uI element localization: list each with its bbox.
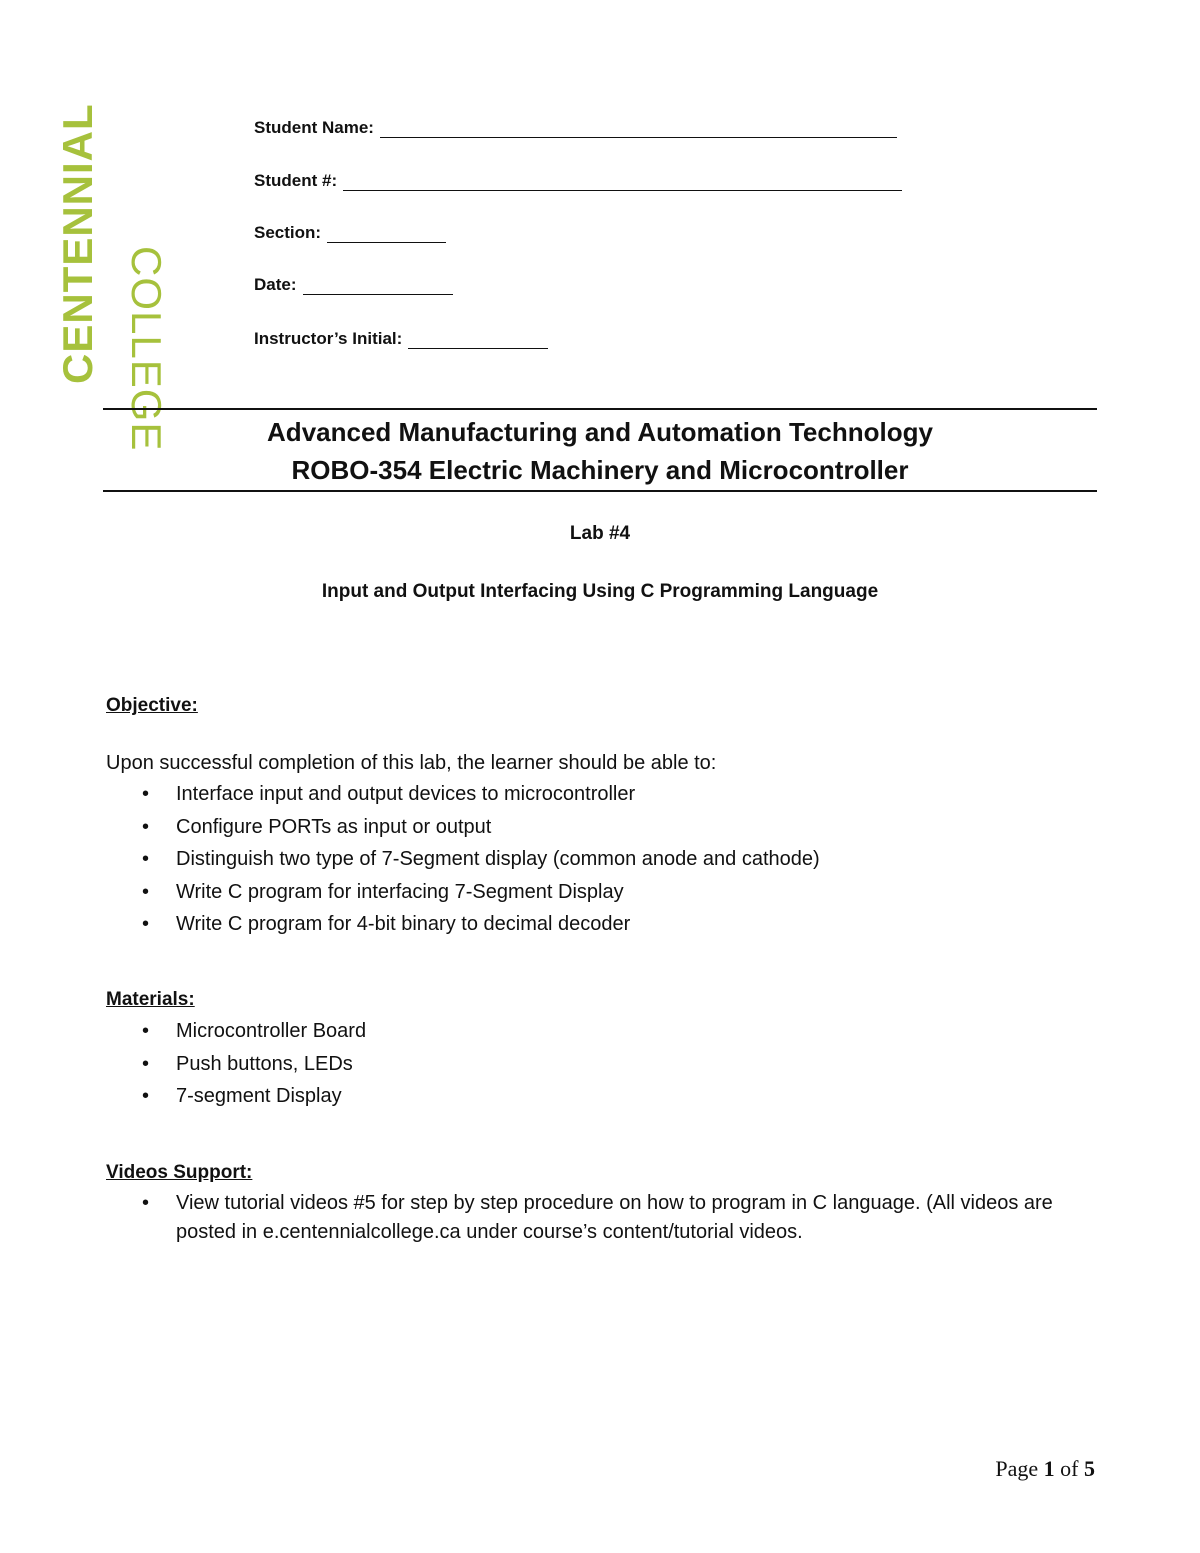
student-name-field [254, 116, 897, 138]
bullet-icon: • [142, 1020, 150, 1042]
date-field [254, 273, 453, 295]
bullet-icon: • [142, 783, 150, 805]
list-item: • Interface input and output devices to microcontroller [106, 778, 820, 811]
bullet-icon: • [142, 1192, 150, 1214]
student-name-blank[interactable] [380, 120, 897, 138]
objective-intro: Upon successful completion of this lab, the learner should be able to: [106, 752, 717, 774]
logo-line-college: COLLEGE [123, 246, 170, 452]
program-title: Advanced Manufacturing and Automation Technology [267, 417, 933, 447]
list-item: • Distinguish two type of 7-Segment display (common anode and cathode) [106, 843, 820, 876]
bullet-icon: • [142, 913, 150, 935]
top-rule [103, 408, 1097, 410]
student-number-label: Student #: [254, 171, 338, 190]
list-item [106, 1189, 1096, 1247]
bottom-rule [103, 490, 1097, 492]
student-number-blank[interactable] [343, 173, 902, 191]
list-item: • 7-segment Display [106, 1080, 366, 1113]
instructor-initial-label: Instructor’s Initial: [254, 329, 403, 348]
list-item: • Write C program for interfacing 7-Segment Display [106, 876, 820, 909]
list-item: • Write C program for 4-bit binary to decimal decoder [106, 908, 820, 941]
centennial-college-logo [54, 38, 170, 452]
videos-text: View tutorial videos #5 for step by step procedure on how to program in C language. (All videos are posted in e.centennialcollege.ca under course’s content/tutorial videos. [176, 1192, 1053, 1243]
list-item: • Push buttons, LEDs [106, 1048, 366, 1081]
lab-number: Lab #4 [569, 523, 631, 544]
total-pages: 5 [1084, 1456, 1095, 1481]
bullet-icon: • [142, 1052, 150, 1075]
bullet-icon: • [142, 848, 150, 870]
instructor-initial-field [254, 327, 548, 349]
videos-heading: Videos Support: [106, 1162, 253, 1183]
list-item: • Configure PORTs as input or output [106, 811, 820, 844]
instructor-initial-blank[interactable] [408, 331, 548, 349]
date-blank[interactable] [303, 277, 453, 295]
logo-line-centennial: CENTENNIAL [54, 103, 101, 384]
objective-heading: Objective: [106, 695, 198, 716]
bullet-icon: • [142, 815, 150, 838]
section-field [254, 221, 446, 243]
student-number-field [254, 169, 902, 191]
materials-heading: Materials: [106, 989, 195, 1010]
section-label: Section: [254, 223, 322, 242]
section-blank[interactable] [327, 225, 446, 243]
bullet-icon: • [142, 880, 150, 903]
student-name-label: Student Name: [254, 118, 374, 137]
materials-list [106, 1015, 366, 1113]
date-label: Date: [254, 275, 297, 294]
lab-title: Input and Output Interfacing Using C Programming Language [321, 581, 879, 602]
bullet-icon: • [142, 1085, 150, 1107]
list-item: • Microcontroller Board [106, 1015, 366, 1048]
current-page: 1 [1043, 1456, 1055, 1481]
course-title: ROBO-354 Electric Machinery and Microcontroller [291, 455, 909, 485]
page-number: Page 1 of 5 [995, 1456, 1095, 1481]
objective-list [106, 778, 820, 941]
